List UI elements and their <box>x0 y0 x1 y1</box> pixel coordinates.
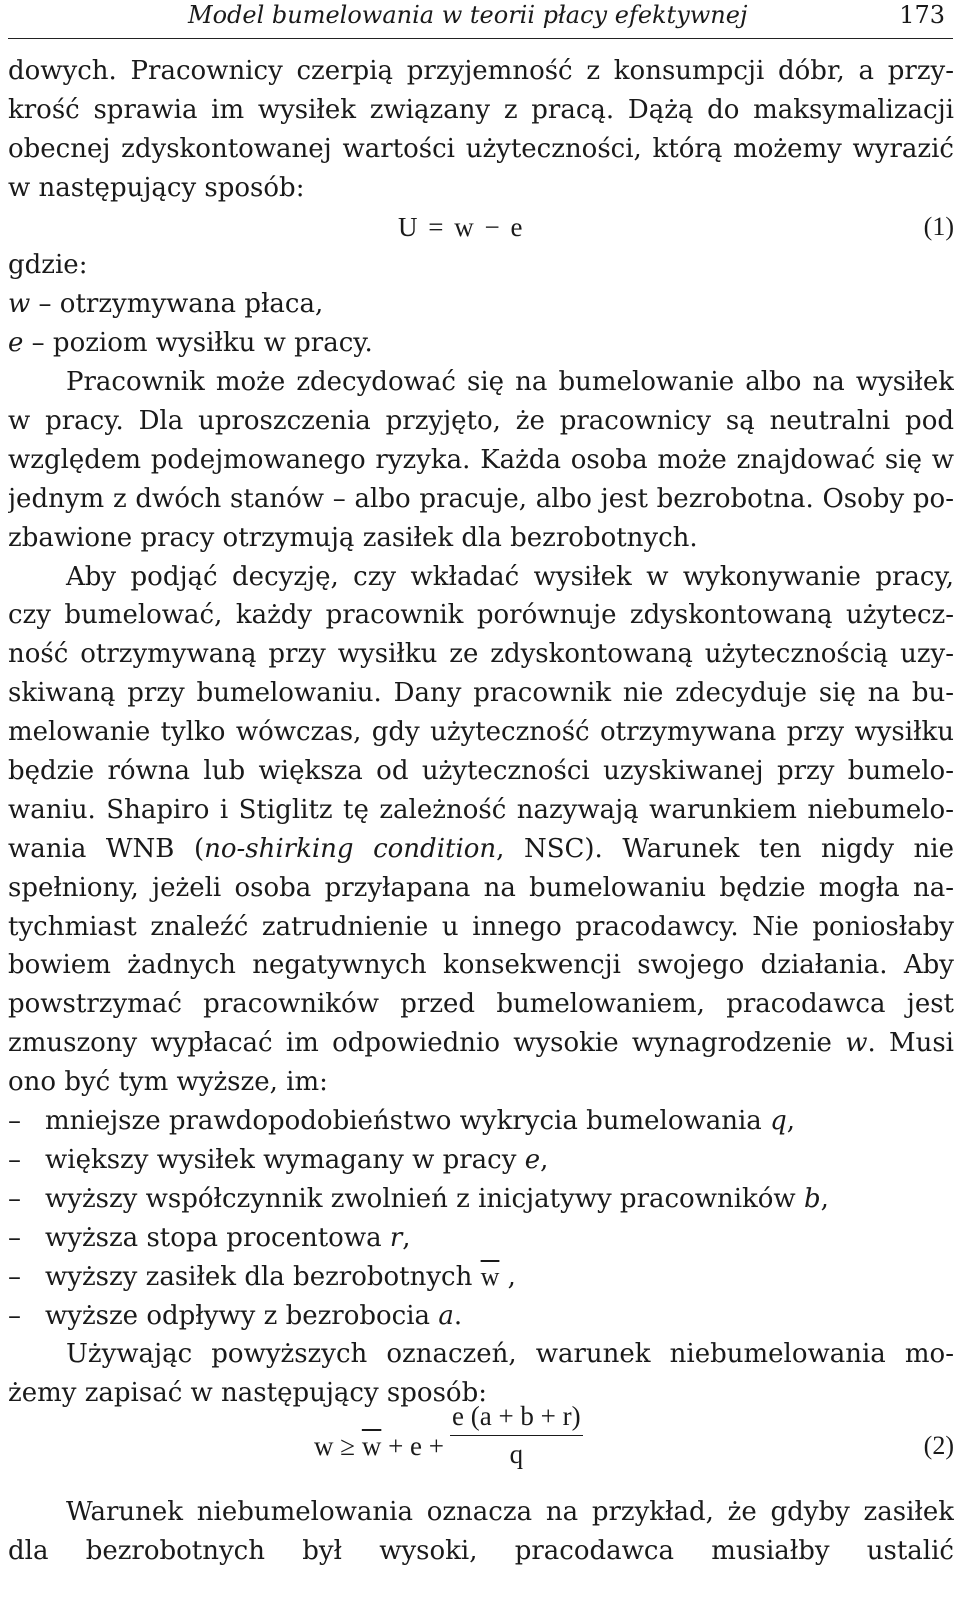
text-segment: zmuszony wypłacać im odpowiednio wysokie wynagrodzenie <box>8 1028 846 1059</box>
list-item-text: wyższa stopa procentowa <box>45 1222 390 1253</box>
dash-marker: – <box>8 1300 21 1331</box>
dash-marker: – <box>8 1183 21 1214</box>
text-line: obecnej zdyskontowanej wartości użyteczności, którą możemy wyrazić <box>8 133 954 164</box>
list-item-text: mniejsze prawdopodobieństwo wykrycia bumelowania <box>45 1106 771 1137</box>
where-label: gdzie: <box>8 250 88 281</box>
text-line: krość sprawia im wysiłek związany z pracą. Dążą do maksymalizacji <box>8 94 954 125</box>
text-line: Aby podjąć decyzję, czy wkładać wysiłek w wykonywanie pracy, <box>66 561 954 592</box>
equation-1-number: (1) <box>923 211 954 241</box>
text-line: ono być tym wyższe, im: <box>8 1067 328 1098</box>
text-line: Warunek niebumelowania oznacza na przykład, że gdyby zasiłek <box>66 1497 954 1528</box>
equation-1-formula: U = w − e <box>398 211 523 242</box>
dash-marker: – <box>8 1261 21 1292</box>
dash-marker: – <box>8 1144 21 1175</box>
variable-symbol: a <box>438 1300 454 1331</box>
text-segment: . Musi <box>867 1028 954 1059</box>
text-line: w pracy. Dla uproszczenia przyjęto, że pracownicy są neutralni pod <box>8 406 954 437</box>
text-line: Pracownik może zdecydować się na bumelowanie albo na wysiłek <box>66 367 954 398</box>
dash-marker: – <box>8 1222 21 1253</box>
eq2-lhs: w ≥ <box>314 1431 362 1462</box>
text-line <box>8 1024 954 1063</box>
text-line: dowych. Pracownicy czerpią przyjemność z konsumpcji dóbr, a przy- <box>8 56 954 86</box>
text-line <box>8 830 954 869</box>
running-title: Model bumelowania w teorii płacy efektywnej <box>188 1 748 29</box>
list-item-text: wyższy współczynnik zwolnień z inicjatywy pracowników <box>45 1183 804 1214</box>
fraction-denominator: q <box>509 1439 524 1470</box>
w-bar-symbol: $\overline{w}$ <box>361 1431 382 1462</box>
equation-2-lhs <box>314 1427 444 1466</box>
text-line: będzie równa lub większa od użyteczności uzyskiwanej przy bumelo- <box>8 756 954 787</box>
eq2-middle: + e + <box>381 1431 445 1462</box>
body-text <box>8 52 954 1571</box>
text-segment: , NSC). Warunek ten nigdy nie <box>496 833 954 864</box>
where-item <box>8 285 954 324</box>
variable-symbol: w <box>8 289 31 320</box>
text-line: waniu. Shapiro i Stiglitz tę zależność nazywają warunkiem niebumelo- <box>8 794 954 825</box>
w-bar-symbol: $\overline{w}$ <box>480 1261 500 1291</box>
variable-symbol: e <box>524 1144 541 1175</box>
text-line: czy bumelować, każdy pracownik porównuje zdyskontowaną użytecz- <box>8 600 954 631</box>
text-line: Używając powyższych oznaczeń, warunek niebumelowania mo- <box>66 1339 954 1370</box>
text-line: spełniony, jeżeli osoba przyłapana na bumelowaniu będzie mogła na- <box>8 872 954 903</box>
list-item-text: wyższy zasiłek dla bezrobotnych <box>45 1261 481 1292</box>
equation-2-fraction <box>450 1399 583 1472</box>
dash-marker: – <box>8 1106 21 1137</box>
list-item <box>8 1297 954 1336</box>
variable-symbol: w <box>845 1028 868 1059</box>
running-header <box>8 0 953 39</box>
list-item <box>8 1141 954 1180</box>
list-item <box>8 1219 954 1258</box>
italic-term: no-shirking condition <box>204 833 497 864</box>
where-item-text: – otrzymywana płaca, <box>30 289 324 320</box>
where-item-text: – poziom wysiłku w pracy. <box>23 328 373 359</box>
text-line: dla bezrobotnych był wysoki, pracodawca musiałby ustalić <box>8 1536 954 1567</box>
text-line: bowiem żadnych negatywnych konsekwencji swojego działania. Aby <box>8 950 954 981</box>
text-line: w następujący sposób: <box>8 172 305 203</box>
text-line: jednym z dwóch stanów – albo pracuje, albo jest bezrobotna. Osoby po- <box>8 483 954 514</box>
text-line: zbawione pracy otrzymują zasiłek dla bezrobotnych. <box>8 522 698 553</box>
variable-symbol: r <box>389 1222 403 1253</box>
list-item <box>8 1180 954 1219</box>
text-line: żemy zapisać w następujący sposób: <box>8 1378 487 1409</box>
list-item-end: . <box>453 1300 463 1331</box>
text-line: ność otrzymywaną przy wysiłku ze zdyskontowaną użytecznością uzy- <box>8 639 954 670</box>
list-item-end: , <box>820 1183 829 1214</box>
list-item <box>8 1102 954 1141</box>
equation-2 <box>8 1401 954 1493</box>
list-item-end: , <box>540 1144 549 1175</box>
list-item-end: , <box>402 1222 411 1253</box>
page-number: 173 <box>899 1 945 29</box>
text-line: melowanie tylko wówczas, gdy użyteczność otrzymywana przy wysiłku <box>8 717 954 748</box>
list-item-end: , <box>499 1261 516 1292</box>
list-item <box>8 1258 954 1297</box>
list-item-text: wyższe odpływy z bezrobocia <box>45 1300 439 1331</box>
variable-symbol: e <box>8 328 24 359</box>
text-line: względem podejmowanego ryzyka. Każda osoba może znajdować się w <box>8 444 954 475</box>
text-line: powstrzymać pracowników przed bumelowaniem, pracodawca jest <box>8 989 954 1020</box>
list-item-end: , <box>786 1106 795 1137</box>
where-item <box>8 324 954 363</box>
text-line: tychmiast znaleźć zatrudnienie u innego pracodawcy. Nie poniosłaby <box>8 911 954 942</box>
variable-symbol: b <box>803 1183 821 1214</box>
fraction-numerator: e (a + b + r) <box>450 1399 583 1436</box>
equation-2-number: (2) <box>923 1431 954 1461</box>
list-item-text: większy wysiłek wymagany w pracy <box>45 1144 525 1175</box>
variable-symbol: q <box>770 1106 787 1137</box>
text-segment: wania WNB ( <box>8 833 205 864</box>
text-line: skiwaną przy bumelowaniu. Dany pracownik nie zdecyduje się na bu- <box>8 678 954 709</box>
equation-1 <box>8 208 954 247</box>
